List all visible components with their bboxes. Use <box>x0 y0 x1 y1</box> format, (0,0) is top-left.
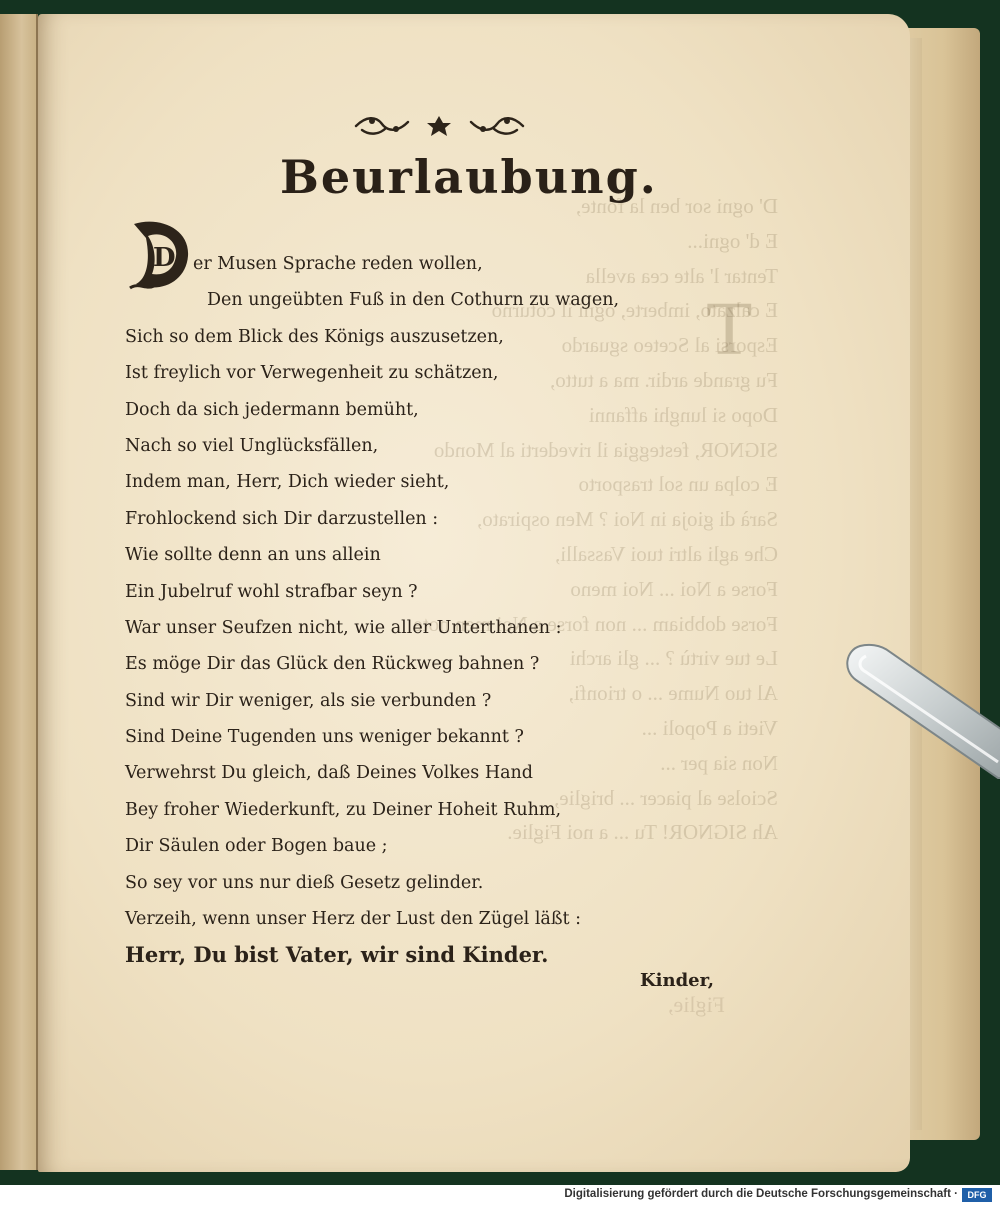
verse-line: War unser Seufzen nicht, wie aller Unterthanen : <box>125 617 562 638</box>
drop-cap-letter: D <box>153 243 176 273</box>
verse-line: er Musen Sprache reden wollen, <box>193 254 483 274</box>
verse-line: Sind wir Dir weniger, als sie verbunden ? <box>125 690 492 711</box>
show-through-line: Vieti a Popoli ... <box>641 715 778 740</box>
verse-line: Wie sollte denn an uns allein <box>125 545 381 566</box>
show-through-line: Tentar l' alte cea avella <box>585 263 778 288</box>
show-through-line: Forse a Noi ... Noi meno <box>570 576 778 601</box>
verse-line: Verwehrst Du gleich, daß Deines Volkes Hand <box>125 763 533 784</box>
show-through-line: Esporsi al Sceteo sguardo <box>561 333 778 358</box>
verse-line: Indem man, Herr, Dich wieder sieht, <box>125 472 450 493</box>
verse-line: Bey froher Wiederkunft, zu Deiner Hoheit Ruhm, <box>125 799 562 820</box>
verse-line: Frohlockend sich Dir darzustellen : <box>125 508 439 529</box>
show-through-line: E calzato, imberte, ogni il coturno <box>491 298 778 323</box>
show-through-line: SIGNOR, festeggia il rivederti al Mondo <box>433 437 778 462</box>
verse-line: Doch da sich jedermann bemüht, <box>125 399 419 420</box>
poem-verse <box>125 246 685 974</box>
show-through-line: Che agli altri tuoi Vassalli, <box>554 541 778 566</box>
verse-line: Den ungeübten Fuß in den Cothurn zu wagen, <box>207 290 620 311</box>
verse-line: Es möge Dir das Glück den Rückweg bahnen ? <box>125 654 540 675</box>
show-through-initial: T <box>706 287 753 371</box>
ornament-icon <box>352 112 527 140</box>
show-through-line: Sarà di gioja in Noi ? Men ospirato, <box>477 507 778 532</box>
page-title: Beurlaubung. <box>280 150 658 204</box>
show-through-line: E colpa un sol trasporto <box>578 472 778 497</box>
verse-line: Ist freylich vor Verwegenheit zu schätzen, <box>125 363 499 384</box>
show-through-line: D' ogni sor ben la fonte, <box>575 194 778 218</box>
catchword: Kinder, <box>640 970 715 991</box>
show-through-line: E d' ogni... <box>687 228 778 253</box>
funding-credit: Digitalisierung gefördert durch die Deutsche Forschungsgemeinschaft · <box>564 1188 958 1200</box>
verse-line-final: Herr, Du bist Vater, wir sind Kinder. <box>125 942 549 968</box>
verse-line: Sich so dem Blick des Königs auszusetzen, <box>125 326 504 347</box>
verse-line: Verzeih, wenn unser Herz der Lust den Zügel läßt : <box>125 909 582 930</box>
verse-line: Dir Säulen oder Bogen baue ; <box>125 836 388 857</box>
show-through-catchword: Figlie, <box>668 992 725 1017</box>
verse-line: Sind Deine Tugenden uns weniger bekannt ? <box>125 727 524 748</box>
verse-line: Ein Jubelruf wohl strafbar seyn ? <box>125 581 418 602</box>
show-through-line: Le tue virtù ? ... gli archi <box>569 646 778 671</box>
show-through-line: Non sia per ... <box>660 750 778 775</box>
verse-line: Nach so viel Unglücksfällen, <box>125 435 379 456</box>
verse-line: So sey vor uns nur dieß Gesetz gelinder. <box>125 872 484 893</box>
show-through-line: Sciolse al piacer ... briglie, <box>554 785 778 810</box>
show-through-line: Fu grande ardir. ma a tutto, <box>549 367 778 392</box>
dfg-logo: DFG <box>962 1188 992 1202</box>
page-holder-tool-icon <box>838 636 1000 786</box>
show-through-line: Forse dobbiam ... non forse a Noi men note <box>413 611 778 636</box>
show-through-line: Dopo si lunghi affanni <box>588 402 778 427</box>
facing-page-edge <box>0 14 38 1170</box>
show-through-line: Al tuo Nume ... o trionfi, <box>568 681 778 706</box>
footer-bar <box>0 1185 1000 1206</box>
show-through-line: Ah SIGNOR! Tu ... a noi Figlie. <box>507 820 778 845</box>
